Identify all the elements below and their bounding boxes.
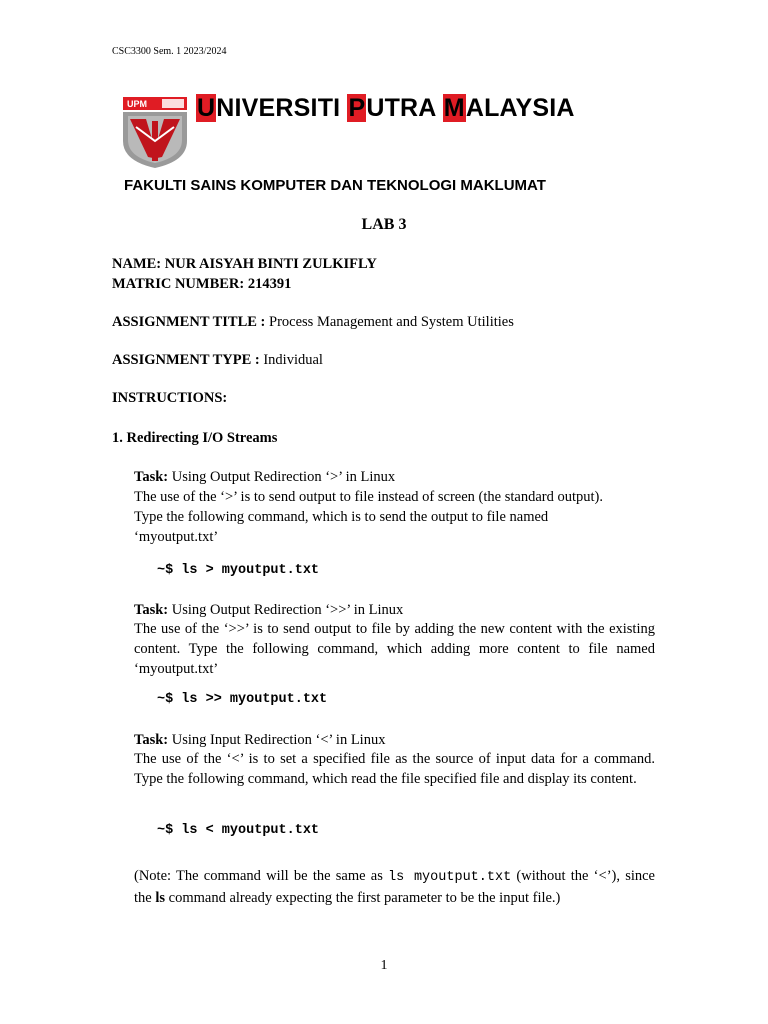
task1-command: ~$ ls > myoutput.txt [157,563,320,578]
university-cap-p: P [348,94,366,122]
course-header-note: CSC3300 Sem. 1 2023/2024 [112,46,227,57]
page-number: 1 [380,958,388,973]
assignment-title-label: ASSIGNMENT TITLE : [112,314,266,330]
task2-command: ~$ ls >> myoutput.txt [157,692,328,707]
task1-body: The use of the ‘>’ is to send output to file instead of screen (the standard output). Type the following command, which is to send the output to file named ‘myoutput.txt’ [134,489,603,545]
logo-text: UPM [127,99,147,109]
assignment-title-line [112,314,514,331]
task3-body: The use of the ‘<’ is to set a specified file as the source of input data for a command. Type the following command, which read the file specified file and display its content. [134,751,655,787]
task1-title-text: Using Output Redirection ‘>’ in Linux [171,469,396,485]
task3-label: Task: [134,732,169,748]
assignment-title-value: Process Management and System Utilities [269,314,514,330]
lab-title: LAB 3 [361,216,407,233]
task3-command: ~$ ls < myoutput.txt [157,823,320,838]
assignment-type-line [112,352,323,369]
university-cap-m: M [443,94,465,122]
instructions-heading: INSTRUCTIONS: [112,390,228,406]
assignment-type-label: ASSIGNMENT TYPE : [112,352,260,368]
university-cap-u: U [197,94,216,122]
note-text-3: command already expecting the first parameter to be the input file.) [165,890,561,906]
university-word-2: UTRA [366,94,443,122]
note-text-1: (Note: The command will be the same as [134,868,389,884]
assignment-type-value: Individual [263,352,323,368]
university-word-1: NIVERSITI [216,94,348,122]
note-text-2: (without the ‘<’), since the [134,868,655,906]
task1-title [134,467,655,487]
note-paragraph [134,866,655,909]
task2-title-text: Using Output Redirection ‘>>’ in Linux [171,602,404,618]
task3-title-text: Using Input Redirection ‘<’ in Linux [171,732,386,748]
note-code: ls myoutput.txt [388,870,512,885]
upm-logo [122,97,188,169]
university-name [196,94,575,123]
note-ls-bold: ls [155,890,166,906]
student-name: NAME: NUR AISYAH BINTI ZULKIFLY [112,256,377,272]
matric-number: MATRIC NUMBER: 214391 [112,276,292,292]
section-heading: 1. Redirecting I/O Streams [112,430,278,446]
task2-label: Task: [134,602,169,618]
task1-label: Task: [134,469,169,485]
university-word-3: ALAYSIA [465,94,575,122]
faculty-name: FAKULTI SAINS KOMPUTER DAN TEKNOLOGI MAKLUMAT [124,177,546,194]
task2-title [134,600,655,620]
task3-title [134,730,655,750]
task2-body: The use of the ‘>>’ is to send output to file by adding the new content with the existing content. Type the following command, which adding more content to file named ‘myoutput.txt’ [134,621,655,677]
